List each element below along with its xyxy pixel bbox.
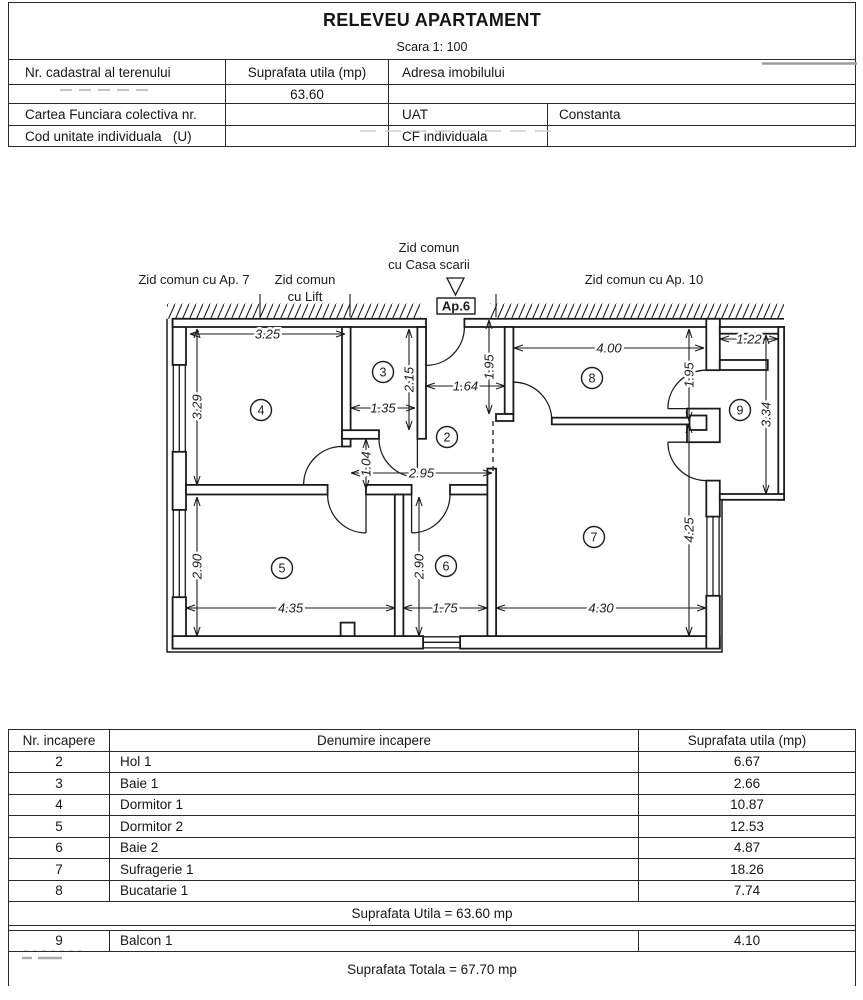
svg-text:Zid comun cu Ap. 10: Zid comun cu Ap. 10 <box>584 272 704 287</box>
dimension-value: 4.00 <box>596 340 622 356</box>
table-row <box>9 773 855 795</box>
svg-text:5: 5 <box>278 561 286 576</box>
svg-text:9: 9 <box>736 403 744 418</box>
dimension <box>682 329 697 421</box>
scale-label: Scara 1: 100 <box>396 40 468 54</box>
room-area-cell: 12.53 <box>730 818 764 834</box>
dimension <box>190 327 345 342</box>
room-area-cell: 2.66 <box>733 775 761 791</box>
dimension-value: 4.25 <box>681 517 697 543</box>
col-header-nr: Nr. incapere <box>22 732 96 748</box>
table-row <box>9 881 855 903</box>
dimension-value: 4.30 <box>588 600 614 616</box>
dimension <box>482 320 497 414</box>
dimension-value: 1.35 <box>370 400 396 416</box>
room-area-cell: 10.87 <box>730 797 764 813</box>
table-row <box>9 795 855 817</box>
svg-text:cu Casa scarii: cu Casa scarii <box>388 257 470 272</box>
dimension-value: 1.75 <box>432 600 458 616</box>
entrance-arrow-icon <box>447 278 464 295</box>
room-name-cell: Hol 1 <box>109 752 639 773</box>
room-number <box>582 368 603 389</box>
room-nr-cell: 7 <box>55 861 63 877</box>
col-header-suprafata: Suprafata utila (mp) <box>687 732 807 748</box>
room-number <box>730 400 751 421</box>
dimension-value: 1.95 <box>481 354 497 380</box>
balcony-rows <box>9 931 855 953</box>
dimension-value: 3.25 <box>254 326 281 342</box>
room-name-cell: Dormitor 2 <box>109 816 639 837</box>
dimension <box>403 601 487 616</box>
svg-text:7: 7 <box>590 530 598 545</box>
svg-text:cu Lift: cu Lift <box>287 289 323 304</box>
room-area-cell: 4.10 <box>733 933 761 949</box>
room-name-cell: Balcon 1 <box>109 931 639 952</box>
total-row <box>9 952 855 986</box>
dimension-value: 2.95 <box>408 465 435 481</box>
room-number <box>272 558 293 579</box>
room-number <box>437 427 458 448</box>
common-wall-label <box>275 272 336 304</box>
dimension <box>682 424 697 636</box>
cartea-funciara-label: Cartea Funciara colectiva nr. <box>25 107 197 122</box>
subtotal-row <box>9 902 855 926</box>
dimension <box>190 329 205 485</box>
table-row <box>9 816 855 838</box>
svg-text:Zid comun: Zid comun <box>398 240 460 255</box>
uat-label: UAT <box>402 107 428 122</box>
room-nr-cell: 5 <box>55 818 63 834</box>
room-area-cell: 6.67 <box>733 754 761 770</box>
room-name-cell: Dormitor 1 <box>109 795 639 816</box>
dimension <box>412 497 427 636</box>
common-wall-label <box>388 240 470 272</box>
dimension <box>402 329 417 430</box>
entrance-apartment-label: Ap.6 <box>441 298 471 314</box>
col-header-denumire: Denumire incapere <box>109 730 639 751</box>
dimension-value: 1.95 <box>681 362 697 388</box>
subtotal-text: Suprafata Utila = 63.60 mp <box>351 906 513 921</box>
room-nr-cell: 2 <box>55 754 63 770</box>
table-row <box>9 752 855 774</box>
rooms-table <box>8 729 856 986</box>
cf-individuala-label: CF individuala <box>402 128 488 144</box>
dimension-value: 1.22 <box>736 331 762 347</box>
table-row <box>9 838 855 860</box>
rooms-table-header <box>9 730 855 752</box>
total-text: Suprafata Totala = 67.70 mp <box>347 961 517 977</box>
room-area-cell: 18.26 <box>730 861 764 877</box>
dimension-value: 2.15 <box>401 366 417 393</box>
uat-value: Constanta <box>547 104 855 125</box>
room-number <box>584 527 605 548</box>
common-wall-label <box>138 272 249 287</box>
dimension-value: 1.04 <box>358 451 374 477</box>
dimension <box>351 401 415 416</box>
table-row <box>9 859 855 881</box>
svg-text:2: 2 <box>443 430 451 445</box>
svg-text:Zid comun: Zid comun <box>274 272 336 287</box>
dimension-value: 3.34 <box>758 401 774 428</box>
suprafata-utila-value: 63.60 <box>225 85 389 103</box>
dimension-value: 1.64 <box>452 378 479 394</box>
room-nr-cell: 3 <box>55 775 63 791</box>
dimension <box>514 341 704 356</box>
dimension <box>426 379 505 394</box>
nr-cadastral-label: Nr. cadastral al terenului <box>25 64 171 80</box>
svg-text:3: 3 <box>379 365 387 380</box>
svg-text:8: 8 <box>588 371 596 386</box>
room-nr-cell: 9 <box>55 933 63 949</box>
room-number <box>373 362 394 383</box>
svg-text:Zid comun cu Ap. 7: Zid comun cu Ap. 7 <box>138 272 250 287</box>
dimension <box>186 601 395 616</box>
dimension-value: 3.29 <box>189 394 205 420</box>
adresa-label: Adresa imobilului <box>402 64 505 80</box>
common-wall-label <box>585 272 704 287</box>
dimension-value: 4.35 <box>277 600 304 616</box>
dimension-value: 2.90 <box>411 553 427 580</box>
room-name-cell: Baie 2 <box>109 838 639 859</box>
room-nr-cell: 4 <box>55 797 63 813</box>
room-area-cell: 4.87 <box>733 840 761 856</box>
rooms-table-body <box>9 752 855 903</box>
room-number <box>251 400 272 421</box>
dimension <box>359 439 374 489</box>
svg-text:6: 6 <box>442 559 450 574</box>
room-nr-cell: 6 <box>55 840 63 856</box>
table-row <box>9 931 855 953</box>
room-name-cell: Bucatarie 1 <box>109 881 639 902</box>
room-nr-cell: 8 <box>55 883 63 899</box>
svg-text:4: 4 <box>257 403 265 418</box>
dimension <box>190 497 205 636</box>
room-area-cell: 7.74 <box>733 883 761 899</box>
dimension <box>496 601 706 616</box>
dimension-value: 2.90 <box>189 553 205 580</box>
room-name-cell: Sufragerie 1 <box>109 859 639 880</box>
room-number <box>436 556 457 577</box>
suprafata-utila-label: Suprafata utila (mp) <box>225 60 389 84</box>
cod-unitate-label: Cod unitate individuala (U) <box>25 128 192 144</box>
dimension <box>759 335 774 494</box>
room-name-cell: Baie 1 <box>109 773 639 794</box>
page-title: RELEVEU APARTAMENT <box>322 10 542 30</box>
